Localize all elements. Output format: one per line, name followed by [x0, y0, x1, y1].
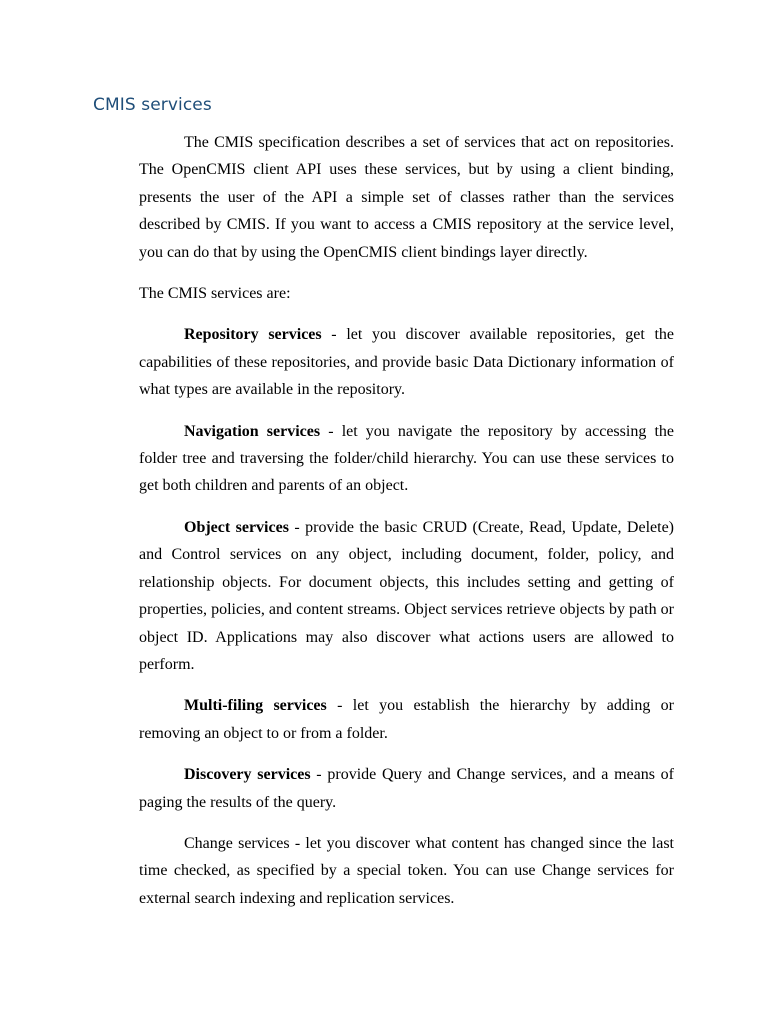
- intro-paragraph: The CMIS specification describes a set of services that act on repositories. The OpenCMIS client API uses these services, but by using a client binding, presents the user of the API a simple set of classes rather than the services described by CMIS. If you want to access a CMIS repository at the service level, you can do that by using the OpenCMIS client bindings layer directly.: [139, 134, 674, 261]
- service-description: let you establish the hierarchy by adding or removing an object to or from a folder.: [139, 697, 674, 742]
- service-separator: -: [310, 766, 328, 784]
- service-term: Object services: [184, 518, 289, 536]
- document-body: [139, 129, 674, 926]
- service-separator: -: [326, 697, 353, 715]
- service-paragraph-discovery: [139, 761, 674, 816]
- closing-paragraph: Change services - let you discover what content has changed since the last time checked, as specified by a special token. You can use Change services for external search indexing and replication services.: [139, 834, 674, 907]
- service-term: Navigation services: [184, 422, 321, 440]
- service-term: Discovery services: [184, 766, 311, 784]
- service-description: let you discover available repositories, get the capabilities of these repositories, and provide basic Data Dictionary information of what types are available in the repository.: [139, 326, 675, 399]
- service-paragraph-multi-filing: [139, 692, 674, 747]
- service-term: Multi-filing services: [184, 697, 327, 715]
- service-separator: -: [321, 326, 347, 344]
- service-description: provide the basic CRUD (Create, Read, Update, Delete) and Control services on any object, including document, folder, policy, and relationship objects. For document objects, this includes setting and getting of properties, policies, and content streams. Object services retrieve objects by path or object ID. Applications may also discover what actions users are allowed to perform.: [139, 518, 675, 673]
- service-description: let you navigate the repository by accessing the folder tree and traversing the folder/child hierarchy. You can use these services to get both children and parents of an object.: [139, 422, 675, 495]
- section-heading: CMIS services: [93, 95, 212, 115]
- service-description: provide Query and Change services, and a means of paging the results of the query.: [139, 766, 675, 811]
- service-paragraph-repository: [139, 321, 674, 403]
- service-separator: -: [288, 518, 306, 536]
- service-paragraph-navigation: [139, 418, 674, 500]
- list-intro-paragraph: The CMIS services are:: [139, 285, 291, 303]
- service-paragraph-object: [139, 514, 674, 678]
- service-separator: -: [320, 422, 342, 440]
- service-term: Repository services: [184, 326, 322, 344]
